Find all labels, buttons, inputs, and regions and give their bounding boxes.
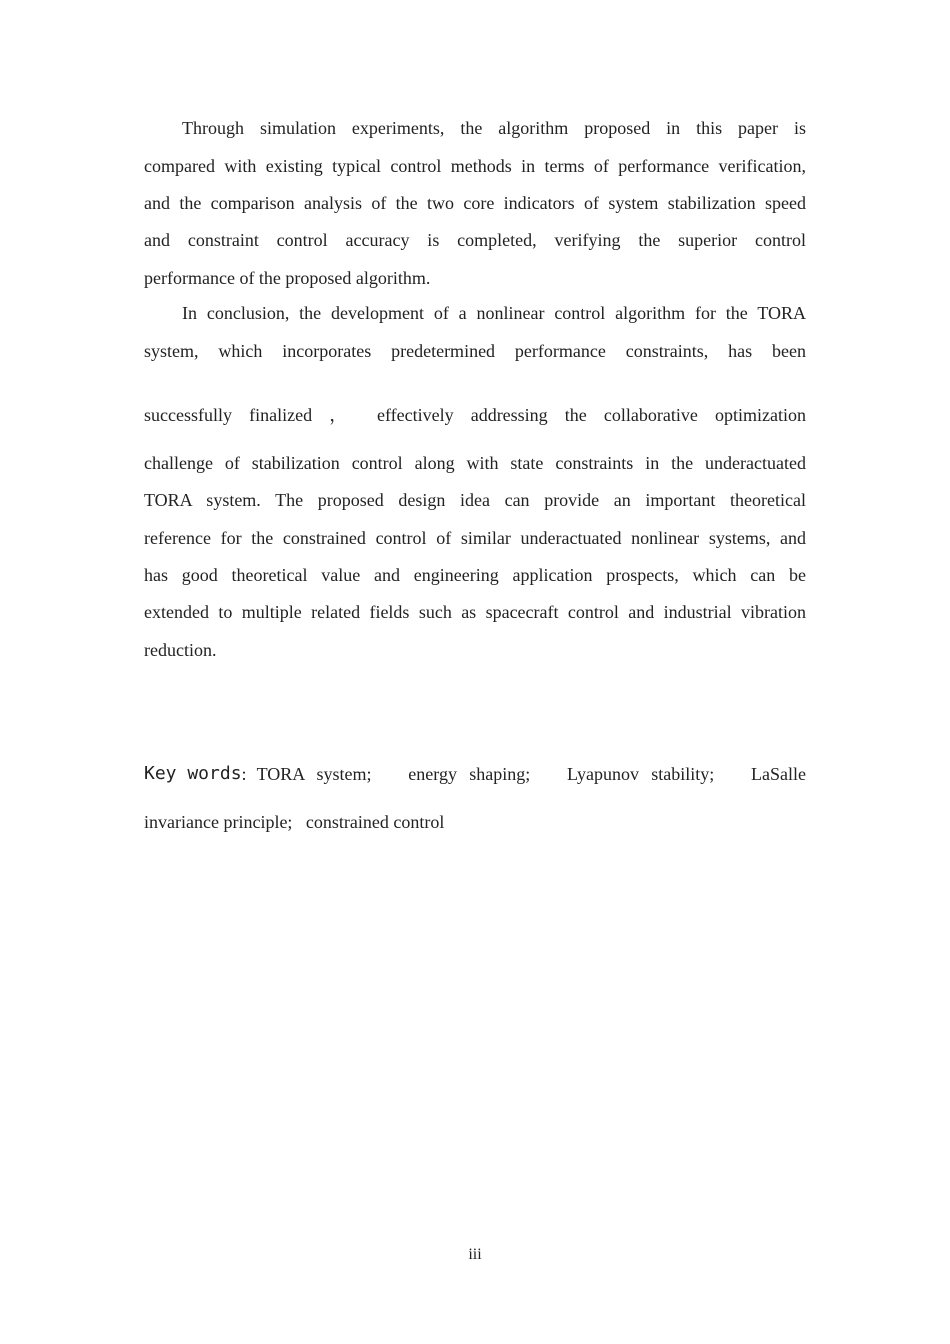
- paragraph-line: In conclusion, the development of a nonlinear control algorithm for the TORA: [182, 303, 806, 323]
- paragraph-line: compared with existing typical control methods in terms of performance verification,: [144, 156, 806, 176]
- paragraph-line: reference for the constrained control of similar underactuated nonlinear systems, and: [144, 528, 806, 548]
- paragraph-line: system, which incorporates predetermined performance constraints, has been: [144, 341, 806, 361]
- paragraph-line: has good theoretical value and engineering application prospects, which can be: [144, 565, 806, 585]
- paragraph-line: and constraint control accuracy is completed, verifying the superior control: [144, 230, 806, 250]
- paragraph-line: extended to multiple related fields such as spacecraft control and industrial vibration: [144, 602, 806, 622]
- keywords-separator: :: [241, 764, 247, 784]
- page-number: iii: [468, 1246, 482, 1263]
- keywords-line-2: invariance principle; constrained control: [144, 812, 445, 832]
- keywords-line-1: [144, 762, 806, 786]
- paragraph-line: reduction.: [144, 640, 217, 660]
- paragraph-line: and the comparison analysis of the two core indicators of system stabilization speed: [144, 193, 806, 213]
- paragraph-line: successfully finalized ， effectively addressing the collaborative optimization: [144, 405, 806, 425]
- paragraph-line: TORA system. The proposed design idea can provide an important theoretical: [144, 490, 806, 510]
- keywords-list-part-1: TORA system; energy shaping; Lyapunov stability; LaSalle: [256, 764, 806, 784]
- keywords-label: Key words: [144, 763, 242, 784]
- paragraph-line: challenge of stabilization control along with state constraints in the underactuated: [144, 453, 806, 473]
- paragraph-line: Through simulation experiments, the algorithm proposed in this paper is: [182, 118, 806, 138]
- paragraph-line: performance of the proposed algorithm.: [144, 268, 431, 288]
